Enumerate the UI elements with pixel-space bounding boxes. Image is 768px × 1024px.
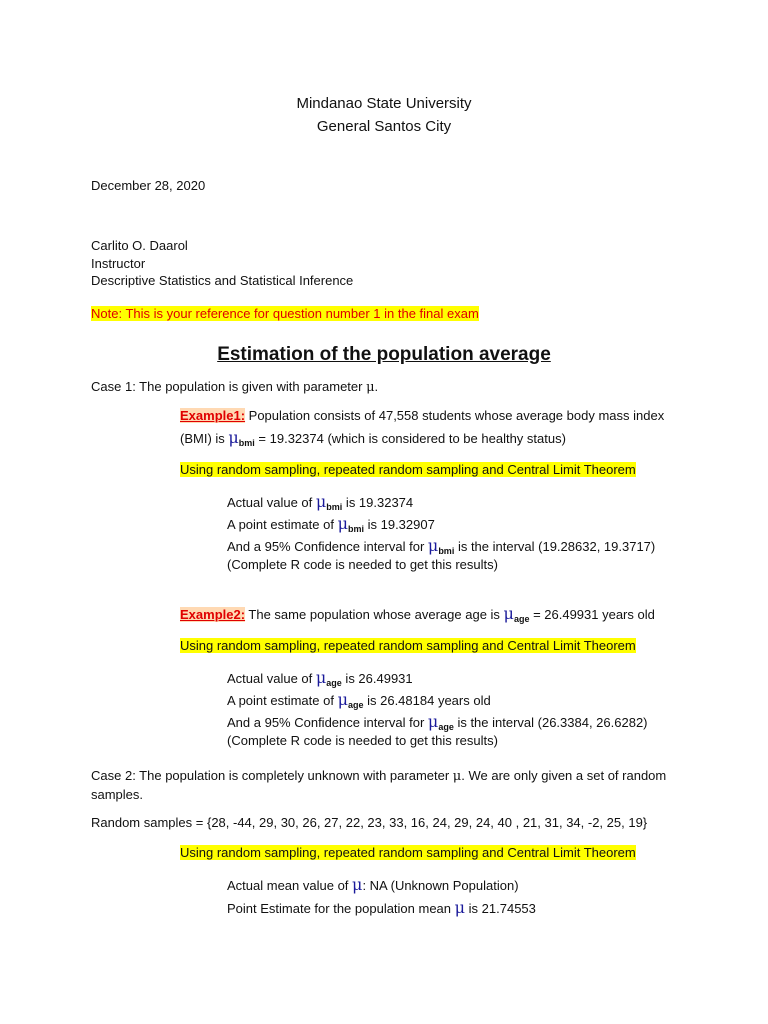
case2-line1: Case 2: The population is completely unknown with parameter μ. We are only given a set of random [91,768,667,784]
example2-label: Example2: [180,607,246,622]
example2-line1: Example2: The same population whose average age is $\mu_{age} = 26.49931$ years old [180,604,655,624]
author-role: Instructor [91,256,146,271]
mu-symbol: μ [503,604,514,623]
mu-symbol: μ [228,428,239,447]
mu-symbol: μ [337,690,348,709]
example2-actual: Actual value of $\mu_{age}$ is 26.49931 [227,668,413,688]
city-name: General Santos City [316,118,452,135]
case2-line2: samples. [91,787,144,802]
author-name: Carlito O. Daarol [91,238,188,253]
example2-r-code-note: (Complete R code is needed to get this results) [227,733,498,748]
example1-line2: (BMI) is $\mu_{bmi} = 19.32374$ (which is considered to be healthy status) [180,428,566,448]
mu-symbol: μ [337,514,348,533]
example2-point-estimate: A point estimate of $\mu_{age}$ is 26.48184 years old [227,690,491,710]
case2-point-estimate: Point Estimate for the population mean μ is 21.74553 [227,898,536,917]
mu-symbol: μ [452,769,462,784]
mu-symbol: μ [315,668,327,687]
mu-symbol: μ [352,875,363,894]
example2-method [180,638,636,654]
method-highlight: Using random sampling, repeated random sampling and Central Limit Theorem [180,638,636,653]
mu-symbol: μ [315,492,327,511]
mu-symbol: μ [427,712,439,731]
mu-symbol: μ [366,380,375,395]
method-highlight: Using random sampling, repeated random sampling and Central Limit Theorem [180,462,636,477]
university-name: Mindanao State University [296,95,472,112]
example1-method [180,462,636,478]
random-samples: Random samples = {28, -44, 29, 30, 26, 27, 22, 23, 33, 16, 24, 29, 24, 40 , 21, 31, 34, -2, 25, 19} [91,815,648,830]
case2-method [180,845,636,861]
example1-point-estimate: A point estimate of $\mu_{bmi}$ is 19.32907 [227,514,435,534]
course-name: Descriptive Statistics and Statistical Inference [91,273,354,288]
mu-symbol: μ [427,536,439,555]
document-date: December 28, 2020 [91,178,206,193]
example1-confidence-interval: And a 95% Confidence interval for $\mu_{bmi}$ is the interval (19.28632, 19.3717) [227,536,656,556]
exam-note-text: Note: This is your reference for question number 1 in the final exam [91,306,479,321]
example2-confidence-interval: And a 95% Confidence interval for $\mu_{age}$ is the interval (26.3384, 26.6282) [227,712,648,732]
method-highlight: Using random sampling, repeated random sampling and Central Limit Theorem [180,845,636,860]
example1-line1: Example1: Population consists of 47,558 students whose average body mass index [180,408,665,423]
case2-actual-mean: Actual mean value of μ: NA (Unknown Population) [227,875,519,894]
exam-note [91,306,479,322]
example1-r-code-note: (Complete R code is needed to get this results) [227,557,498,572]
case1-intro: Case 1: The population is given with parameter μ. [91,379,379,395]
example1-label: Example1: [180,408,246,423]
mu-symbol: μ [454,898,466,917]
section-title: Estimation of the population average [217,344,551,365]
example1-actual: Actual value of $\mu_{bmi}$ is 19.32374 [227,492,414,512]
